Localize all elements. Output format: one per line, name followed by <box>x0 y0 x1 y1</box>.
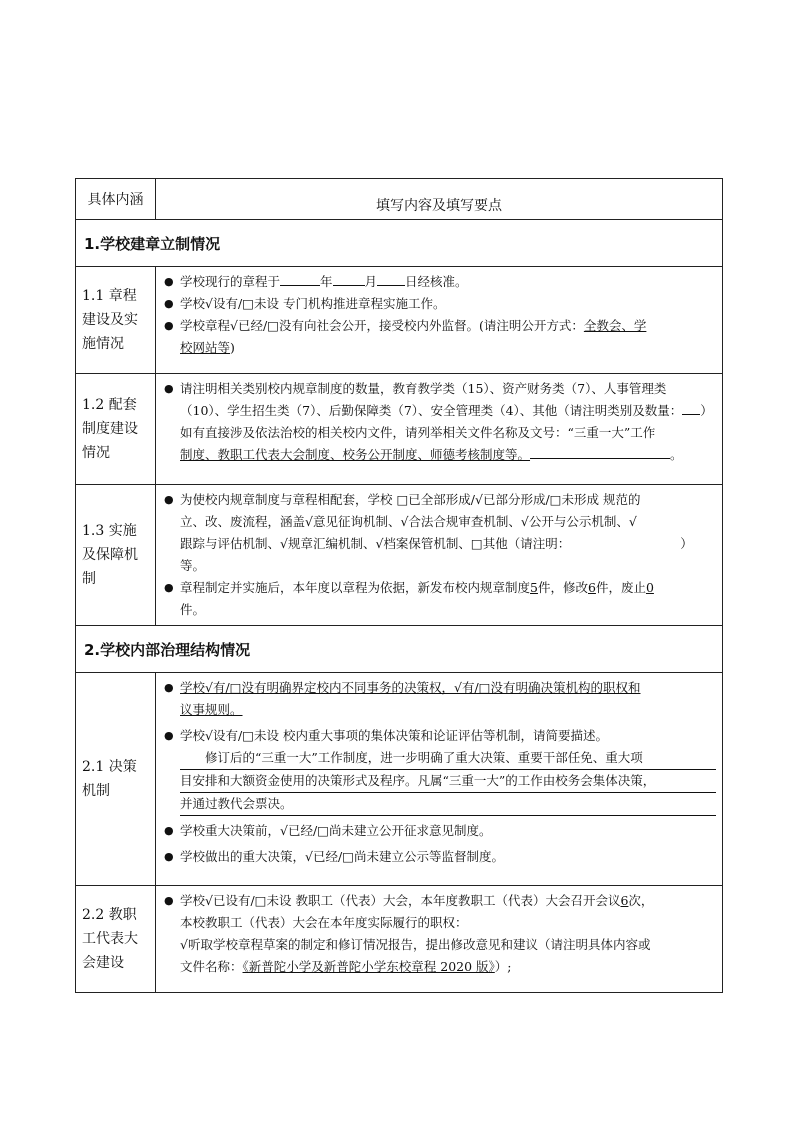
text: 件，修改 <box>537 580 588 595</box>
text: 立、改、废流程，涵盖√意见征询机制、√合法合规审查机制、√公开与公示机制、√ <box>180 514 637 529</box>
list-item: ● 学校√设有/□未设 校内重大事项的集体决策和论证评估等机制，请简要描述。 <box>162 725 716 747</box>
text: 本校教职工（代表）大会在本年度实际履行的职权： <box>180 915 468 930</box>
label-line: 建设及实 <box>82 312 138 328</box>
row-content-1-3 <box>156 485 723 626</box>
text: 制度、教职工代表大会制度、校务公开制度、师德考核制度等。 <box>180 447 531 462</box>
label-line: 会建设 <box>82 955 124 971</box>
section-title-1: 1.学校建章立制情况 <box>76 220 723 267</box>
description-block <box>162 747 716 816</box>
label-line: 工代表大 <box>82 931 138 947</box>
row-2-1 <box>76 673 723 886</box>
list-item <box>162 890 716 978</box>
label-line: 制度建设 <box>82 421 138 437</box>
row-content-1-1 <box>156 267 723 374</box>
blank-month <box>333 271 365 286</box>
paragraph-line: 目安排和大额资金使用的决策形式及程序。凡属“三重一大”的工作由校务会集体决策， <box>180 770 716 793</box>
section-row-1 <box>76 220 723 267</box>
blank-day <box>377 271 405 286</box>
label-line: 施情况 <box>82 336 124 352</box>
text: 请注明相关类别校内规章制度的数量，教育教学类（15）、资产财务类（7）、人事管理类 <box>180 381 667 396</box>
row-label-1-3 <box>76 485 156 626</box>
text: ）; <box>494 959 512 974</box>
row-label-1-2 <box>76 374 156 485</box>
paragraph-line: 修订后的“三重一大”工作制度，进一步明确了重大决策、重要干部任免、重大项 <box>180 747 716 770</box>
blank-tail <box>530 444 670 459</box>
blank-year <box>280 271 320 286</box>
text: 年 <box>320 274 333 289</box>
row-1-3 <box>76 485 723 626</box>
text: 学校章程√已经/□没有向社会公开，接受校内外监督。(请注明公开方式： <box>180 318 584 333</box>
list-item <box>162 315 716 359</box>
header-col2: 填写内容及填写要点 <box>156 179 723 220</box>
text: 次， <box>628 893 654 908</box>
text: 学校√已设有/□未设 教职工（代表）大会，本年度教职工（代表）大会召开会议 <box>180 893 621 908</box>
text: 。 <box>670 447 683 462</box>
label-line: 机制 <box>82 783 110 799</box>
list-item: ● 学校重大决策前，√已经/□尚未建立公开征求意见制度。 <box>162 820 716 842</box>
list-item <box>162 489 716 577</box>
list-item <box>162 577 716 621</box>
list-item <box>162 378 716 466</box>
row-label-2-1 <box>76 673 156 886</box>
label-line: 情况 <box>82 445 110 461</box>
text: ） <box>700 403 713 418</box>
label-line: 1.1 章程 <box>82 288 137 304</box>
label-line: 1.3 实施 <box>82 523 137 539</box>
paragraph-line: 并通过教代会票决。 <box>180 793 716 816</box>
text: 为使校内规章制度与章程相配套，学校 □已全部形成/√已部分形成/□未形成 规范的 <box>180 492 641 507</box>
text: 章程制定并实施后，本年度以章程为依据，新发布校内规章制度 <box>180 580 531 595</box>
row-content-2-2 <box>156 886 723 993</box>
section-row-2 <box>76 626 723 673</box>
count-revised: 6 <box>587 580 596 595</box>
text: 校网站等 <box>180 340 231 355</box>
row-2-2 <box>76 886 723 993</box>
blank-other <box>682 400 700 415</box>
meeting-count: 6 <box>620 893 629 908</box>
list-item: ● 学校做出的重大决策，√已经/□尚未建立公示等监督制度。 <box>162 846 716 868</box>
text: ) <box>230 340 235 355</box>
text: 月 <box>364 274 378 289</box>
text: 文件名称： <box>180 959 243 974</box>
row-1-1 <box>76 267 723 374</box>
count-published: 5 <box>530 580 538 595</box>
text: 学校现行的章程于 <box>180 274 281 289</box>
row-content-2-1 <box>156 673 723 886</box>
count-abolished: 0 <box>645 580 654 595</box>
text: 件，废止 <box>595 580 646 595</box>
label-line: 2.1 决策 <box>82 759 137 775</box>
text: 议事规则。 <box>180 702 243 717</box>
text: 全教会、学 <box>583 318 647 333</box>
list-item: ● 学校√设有/□未设 专门机构推进章程实施工作。 <box>162 293 716 315</box>
text: ）等。 <box>180 536 693 573</box>
header-col1: 具体内涵 <box>76 179 156 220</box>
list-item <box>162 677 716 721</box>
label-line: 制 <box>82 571 96 587</box>
label-line: 1.2 配套 <box>82 397 137 413</box>
text: 《新普陀小学及新普陀小学东校章程 2020 版》 <box>242 959 495 974</box>
row-1-2 <box>76 374 723 485</box>
label-line: 及保障机 <box>82 547 138 563</box>
text: 如有直接涉及依法治校的相关校内文件，请列举相关文件名称及文号：“三重一大”工作 <box>180 425 656 440</box>
blank-other <box>570 534 680 548</box>
list-item <box>162 271 716 293</box>
row-label-2-2 <box>76 886 156 993</box>
text: 跟踪与评估机制、√规章汇编机制、√档案保管机制、□其他（请注明： <box>180 536 571 551</box>
row-label-1-1 <box>76 267 156 374</box>
text: 学校√有/□没有明确界定校内不同事务的决策权，√有/□没有明确决策机构的职权和 <box>180 680 641 695</box>
document-table <box>75 178 723 993</box>
section-title-2: 2.学校内部治理结构情况 <box>76 626 723 673</box>
text: （10）、学生招生类（7）、后勤保障类（7）、安全管理类（4）、其他（请注明类别及数量： <box>180 403 683 418</box>
text: √听取学校章程草案的制定和修订情况报告，提出修改意见和建议（请注明具体内容或 <box>180 937 651 952</box>
row-content-1-2 <box>156 374 723 485</box>
text: 件。 <box>180 602 206 617</box>
header-row <box>76 179 723 220</box>
text: 日经核准。 <box>405 274 468 289</box>
label-line: 2.2 教职 <box>82 907 137 923</box>
